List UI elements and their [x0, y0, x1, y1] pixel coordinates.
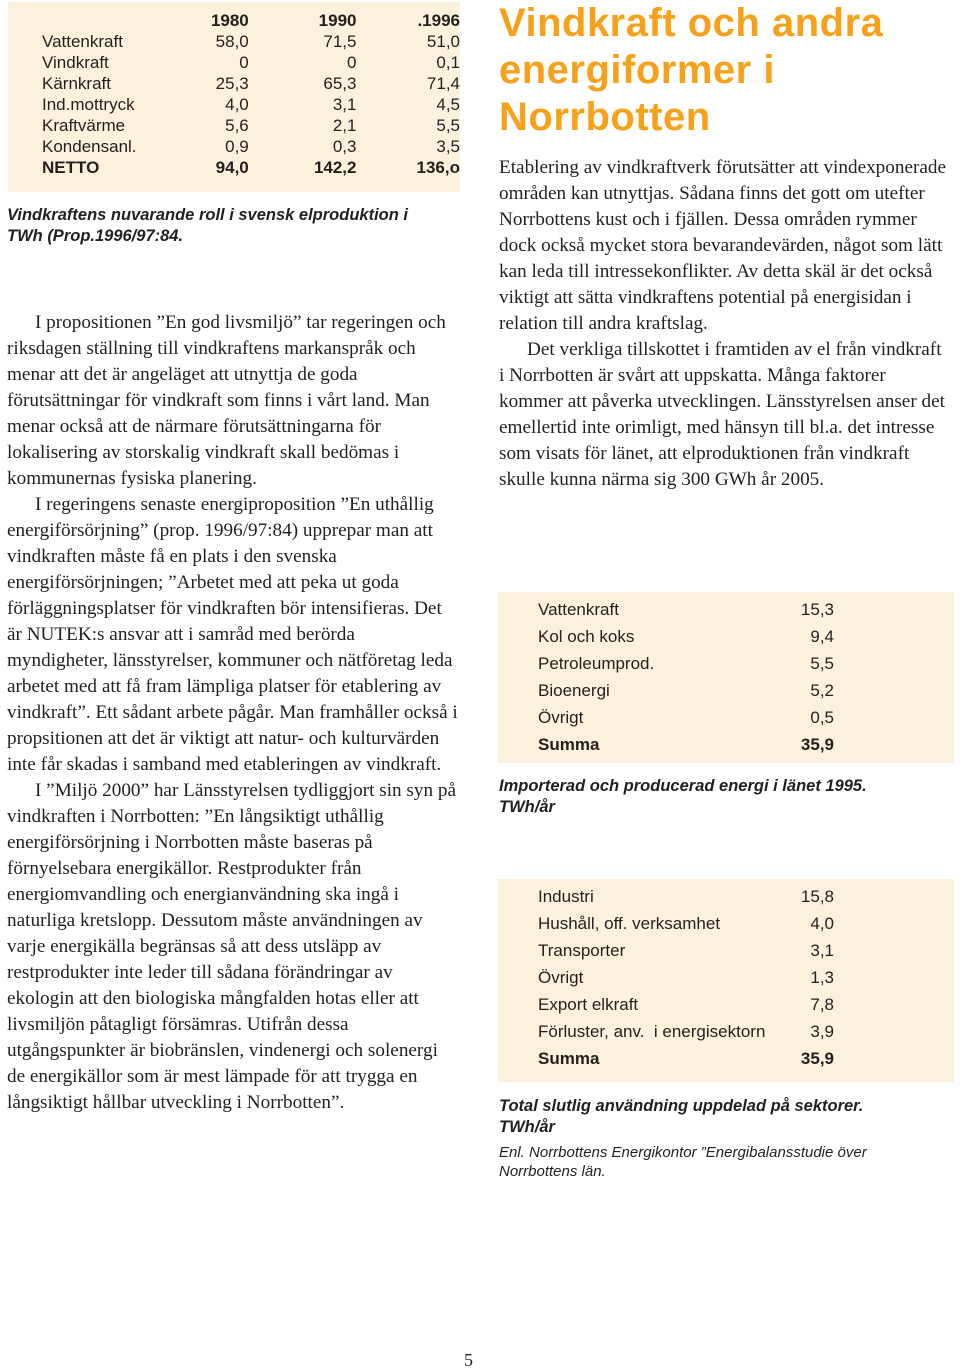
paragraph: Det verkliga tillskottet i framtiden av el från vindkraft i Norrbotten är svårt att uppskatta. Många faktorer kommer att påverka utvecklingen. Länsstyrelsen anser det emellertid inte orimligt, med hänsyn till bl.a. det intresse som visats för länet, att elproduktionen från vindkraft skulle kunna närma sig 300 GWh år 2005.: [499, 339, 945, 490]
row-spacer: [834, 964, 954, 991]
row-value: 35,9: [800, 1049, 834, 1068]
row-label: Export elkraft: [538, 995, 639, 1014]
table-row: [8, 73, 460, 94]
row-value: 35,9: [800, 735, 834, 754]
row-label: Kärnkraft: [42, 74, 111, 93]
caption-line: Total slutlig användning uppdelad på sektorer.: [499, 1097, 864, 1115]
table-row: [8, 136, 460, 157]
table-row: [498, 991, 954, 1018]
table-header-cell: .1996: [417, 11, 460, 30]
import-energy-table: [498, 596, 954, 758]
cell-1980: 58,0: [215, 32, 249, 51]
row-label: Summa: [538, 735, 600, 754]
row-spacer: [834, 910, 954, 937]
cell-1996: 4,5: [436, 95, 460, 114]
caption-line: TWh/år: [499, 1118, 555, 1136]
table-row: [498, 677, 954, 704]
caption-line: Vindkraftens nuvarande roll i svensk elproduktion i: [7, 206, 408, 224]
cell-1996: 5,5: [436, 116, 460, 135]
table-row: [8, 115, 460, 136]
cell-1996: 71,4: [426, 74, 460, 93]
row-label: Petroleumprod.: [538, 654, 655, 673]
cell-1980: 0,9: [225, 137, 249, 156]
cell-1980: 94,0: [215, 158, 249, 177]
table-row: [498, 704, 954, 731]
row-label: Kondensanl.: [42, 137, 137, 156]
import-energy-table-box: [498, 592, 954, 763]
row-label: Kol och koks: [538, 627, 635, 646]
caption-line: Importerad och producerad energi i länet 1995.: [499, 777, 867, 795]
cell-1980: 0: [239, 53, 249, 72]
caption-line: TWh/år: [499, 798, 555, 816]
row-spacer: [834, 650, 954, 677]
table-header-cell: [8, 10, 192, 31]
usage-energy-table-box: [498, 879, 954, 1082]
table-row: [498, 596, 954, 623]
row-value: 4,0: [810, 914, 834, 933]
cell-1990: 65,3: [323, 74, 357, 93]
row-value: 3,9: [810, 1022, 834, 1041]
table-row: [498, 910, 954, 937]
row-spacer: [834, 937, 954, 964]
row-spacer: [834, 704, 954, 731]
row-label: Övrigt: [538, 708, 584, 727]
usage-energy-caption: [499, 1096, 939, 1138]
table-row: [498, 937, 954, 964]
source-note: Enl. Norrbottens Energikontor ”Energibalansstudie över Norrbottens län.: [499, 1144, 867, 1180]
cell-1980: 4,0: [225, 95, 249, 114]
row-value: 5,5: [810, 654, 834, 673]
cell-1990: 0: [347, 53, 357, 72]
table-header-row: [8, 10, 460, 31]
cell-1990: 3,1: [332, 95, 357, 114]
cell-1980: 25,3: [215, 74, 249, 93]
table-row: [8, 31, 460, 52]
right-body-text: [499, 155, 951, 493]
row-value: 0,5: [810, 708, 834, 727]
paragraph: I regeringens senaste energiproposition ”En uthållig energiförsörjning” (prop. 1996/97:84) upprepar man att vindkraften måste få en plats i den svenska energiförsörjningen; ”Arbetet med att peka ut goda förläggningsplatser för vindkraften bör intensifieras. Det är NUTEK:s ansvar att i samråd med berörda myndigheter, länsstyrelser, kommuner och nätföretag leda arbetet med att få fram lämpliga platser för etablering av vindkraft”. Ett sådant arbete pågår. Man framhåller också i propsitionen att det är viktigt att natur- och kulturvärden inte får skadas i samband med etableringen av vindkraft.: [7, 494, 458, 775]
row-label: Vattenkraft: [42, 32, 123, 51]
row-label: Kraftvärme: [42, 116, 126, 135]
row-label: Vindkraft: [42, 53, 109, 72]
table-row: [498, 964, 954, 991]
row-label: Industri: [538, 887, 594, 906]
row-label: Transporter: [538, 941, 626, 960]
table-row: [498, 650, 954, 677]
cell-1990: 71,5: [323, 32, 357, 51]
page-number: 5: [464, 1350, 473, 1370]
row-label: NETTO: [42, 158, 100, 177]
row-value: 15,3: [800, 600, 834, 619]
row-value: 3,1: [810, 941, 834, 960]
row-value: 5,2: [810, 681, 834, 700]
row-spacer: [834, 1045, 954, 1072]
table-row: [498, 623, 954, 650]
row-label: Summa: [538, 1049, 600, 1068]
elproduction-caption: [7, 205, 467, 247]
row-spacer: [834, 991, 954, 1018]
table-header-cell: 1980: [210, 11, 249, 30]
row-label: Hushåll, off. verksamhet: [538, 914, 721, 933]
usage-energy-table: [498, 883, 954, 1072]
table-row: [498, 883, 954, 910]
table-row: [8, 94, 460, 115]
elproduction-table-box: [8, 2, 460, 192]
cell-1996: 51,0: [426, 32, 460, 51]
row-value: 1,3: [810, 968, 834, 987]
table-header-cell: 1990: [318, 11, 357, 30]
import-energy-caption: [499, 776, 939, 818]
row-label: Vattenkraft: [538, 600, 619, 619]
row-label: Övrigt: [538, 968, 584, 987]
cell-1990: 142,2: [313, 158, 357, 177]
table-total-row: [498, 1045, 954, 1072]
table-row: [498, 1018, 954, 1045]
table-total-row: [498, 731, 954, 758]
caption-line: TWh (Prop.1996/97:84.: [7, 227, 184, 245]
paragraph: I propositionen ”En god livsmiljö” tar regeringen och riksdagen ställning till vindkraftens markanspråk och menar att det är angeläget att utnyttja de goda förutsättningar för vindkraft som finns i vårt land. Man menar också att de närmare förutsättningarna för lokalisering av storskalig vindkraft skall bedömas i kommunernas fysiska planering.: [7, 312, 446, 489]
row-label: Förluster, anv. i energisektorn: [538, 1022, 766, 1041]
row-value: 15,8: [800, 887, 834, 906]
cell-1996: 3,5: [436, 137, 460, 156]
cell-1990: 0,3: [332, 137, 357, 156]
page-heading: Vindkraft och andra energiformer i Norrbotten: [499, 1, 884, 139]
elproduction-table: [8, 10, 460, 178]
row-spacer: [834, 596, 954, 623]
left-body-text: [7, 310, 459, 1116]
table-total-row: [8, 157, 460, 178]
cell-1996: 0,1: [436, 53, 460, 72]
row-spacer: [834, 731, 954, 758]
row-label: Bioenergi: [538, 681, 610, 700]
paragraph: Etablering av vindkraftverk förutsätter att vindexponerade områden kan utnyttjas. Sådana finns det gott om utefter Norrbottens kust och i fjällen. Dessa områden rymmer dock också mycket stora bevarandevärden, något som lätt kan leda till intressekonflikter. Av detta skäl är det också viktigt att sätta vindkraftens potential på energisidan i relation till andra kraftslag.: [499, 157, 946, 334]
paragraph: I ”Miljö 2000” har Länsstyrelsen tydliggjort sin syn på vindkraften i Norrbotten: ”En långsiktigt uthållig energiförsörjning i Norrbotten måste baseras på förnyelsebara energikällor. Restprodukter från energiomvandling och energianvändning ska ingå i naturliga kretslopp. Dessutom måste användningen av varje energikälla begränsas så att dess utsläpp av restprodukter inte leder till sådana förändringar av ekologin att den biologiska mångfalden hotas eller att livsmiljön påtagligt försämras. Utifrån dessa utgångspunkter är biobränslen, vindenergi och solenergi de energikällor som är mest lämpade för att trygga en långsiktigt hållbar utveckling i Norrbotten”.: [7, 780, 456, 1113]
row-spacer: [834, 677, 954, 704]
row-value: 9,4: [810, 627, 834, 646]
row-spacer: [834, 883, 954, 910]
row-spacer: [834, 1018, 954, 1045]
row-value: 7,8: [810, 995, 834, 1014]
row-label: Ind.mottryck: [42, 95, 135, 114]
cell-1996: 136,o: [416, 158, 460, 177]
cell-1980: 5,6: [225, 116, 249, 135]
row-spacer: [834, 623, 954, 650]
cell-1990: 2,1: [332, 116, 357, 135]
table-row: [8, 52, 460, 73]
